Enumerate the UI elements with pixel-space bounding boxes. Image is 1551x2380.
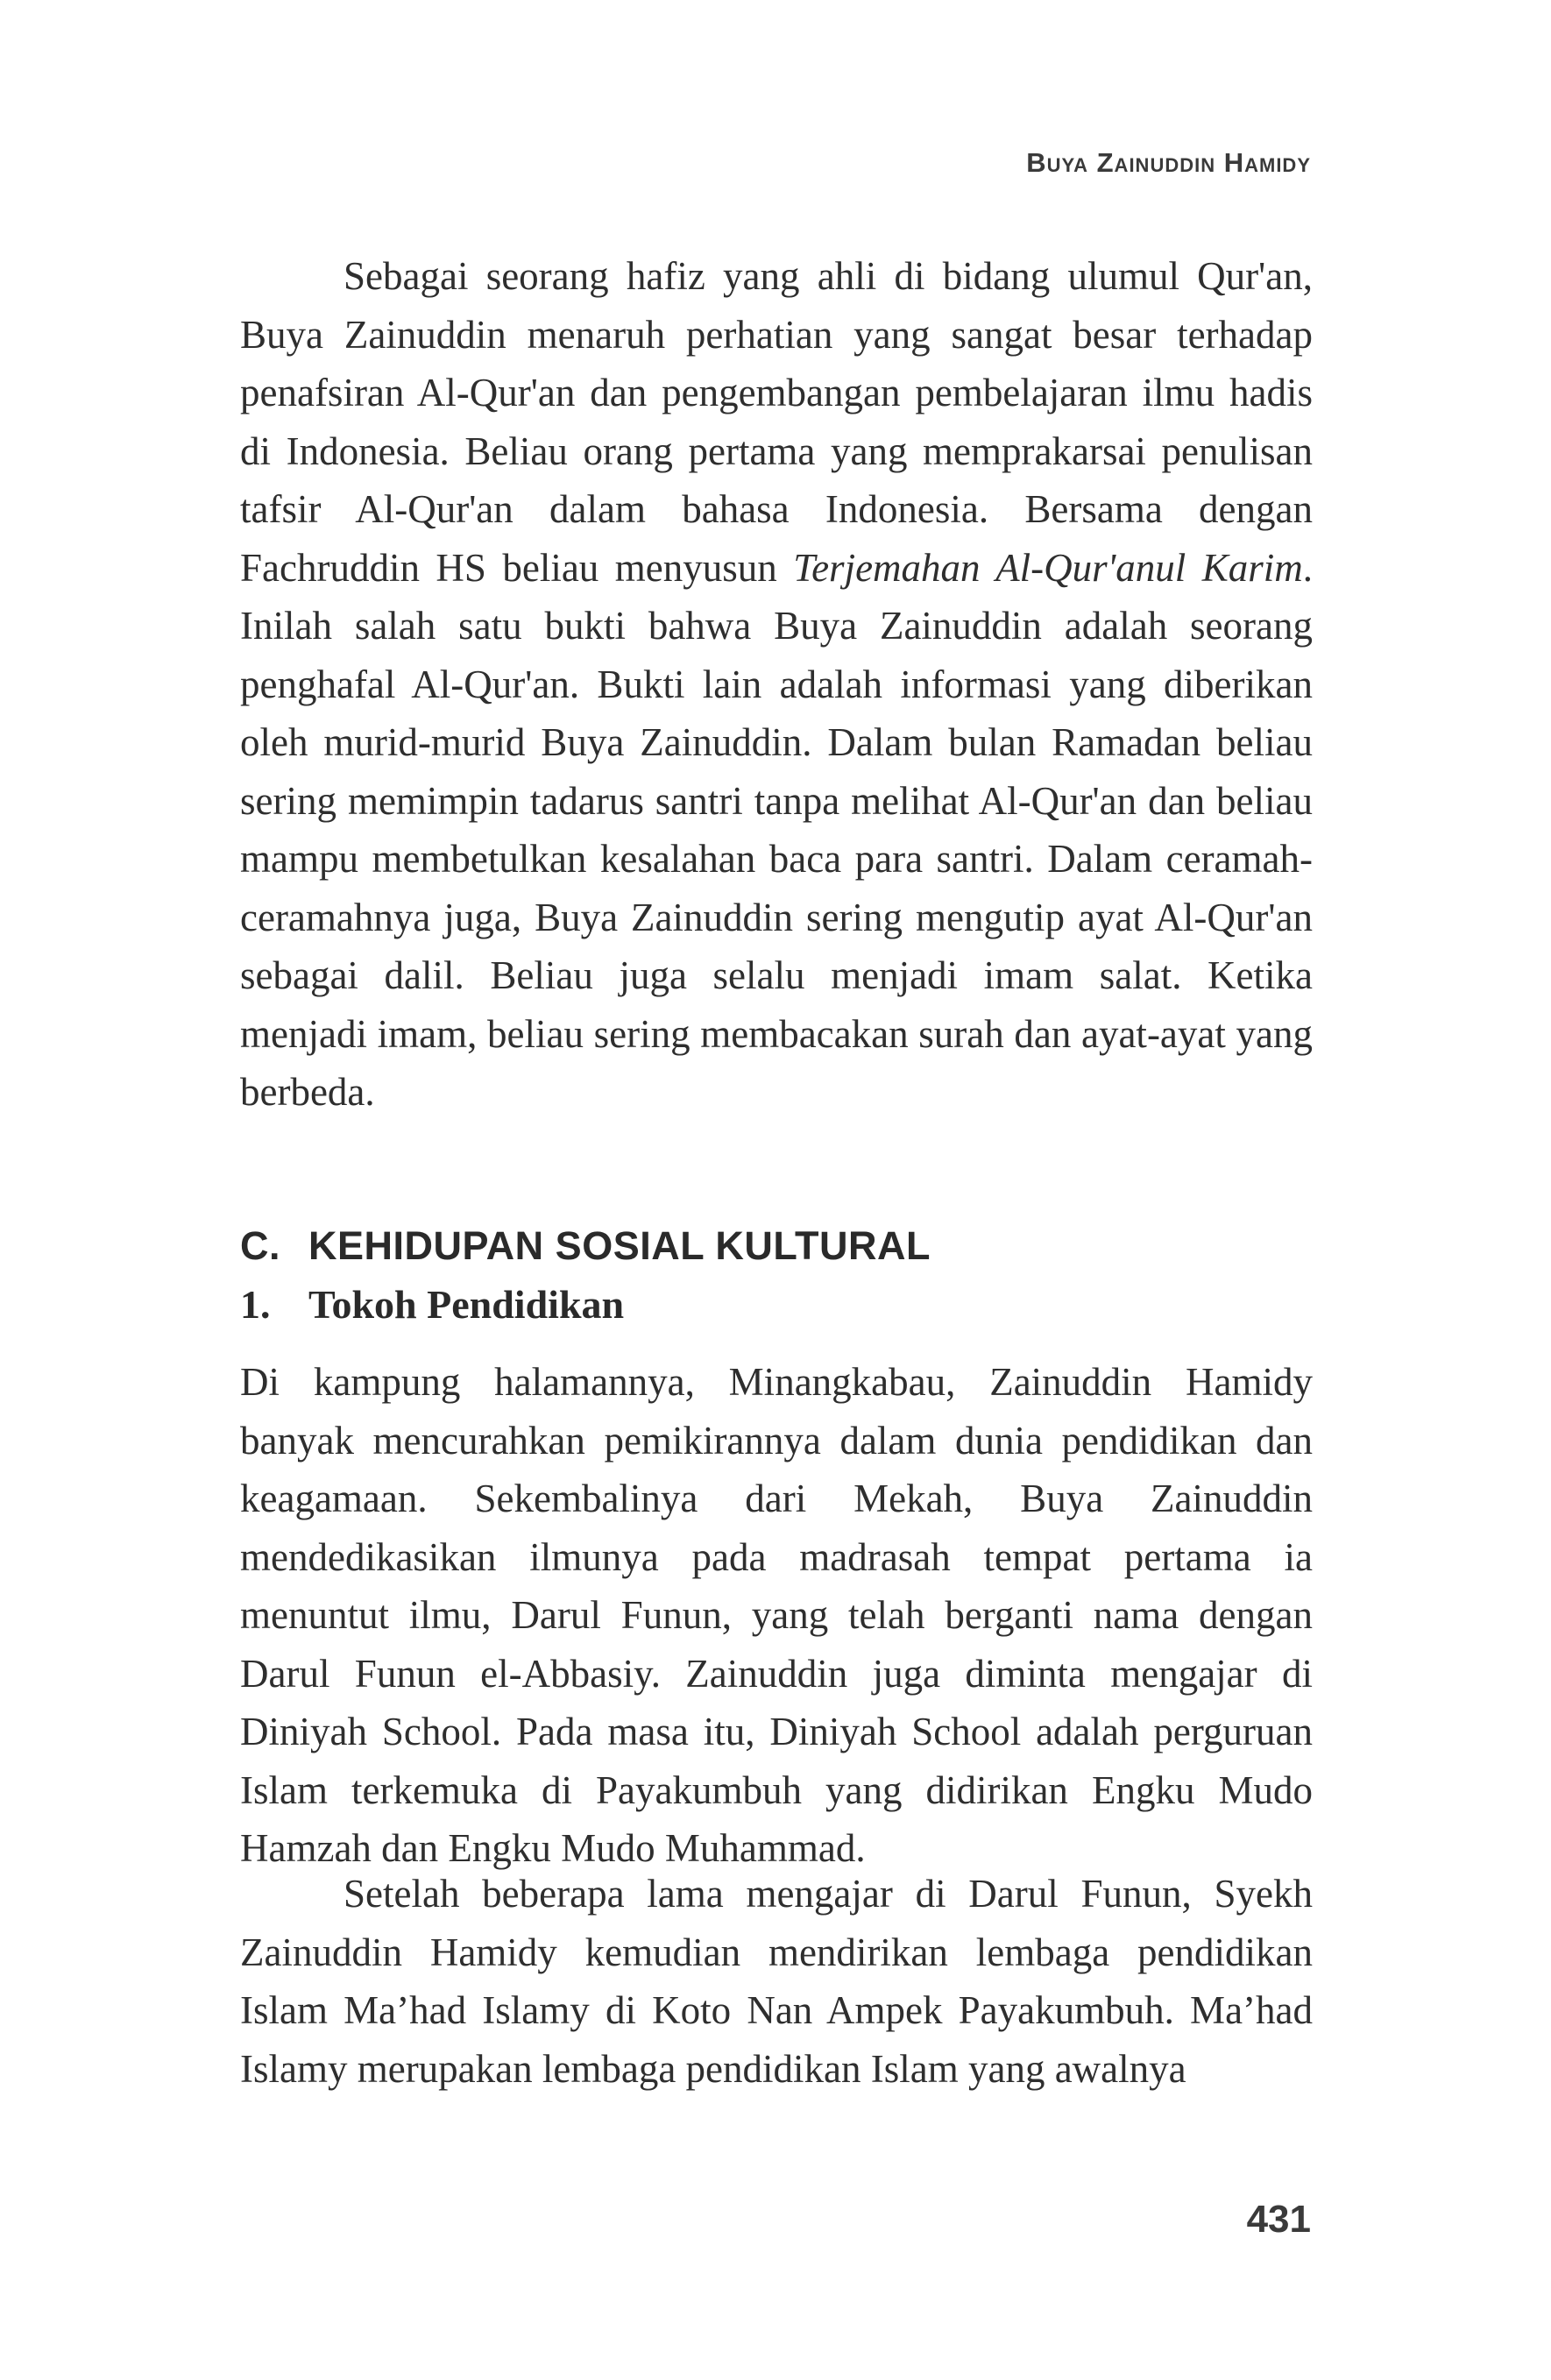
section-number: C. [240, 1223, 280, 1268]
paragraph: Setelah beberapa lama mengajar di Darul Funun, Syekh Zainuddin Hamidy kemudian mendirikan lembaga pendidikan Islam Ma’had Islamy di Koto Nan Ampek Payakumbuh. Ma’had Islamy merupakan lembaga pendidikan Islam yang awalnya [240, 1872, 1313, 2091]
book-title-italic: Terjemahan Al-Qur'anul Karim [793, 545, 1303, 590]
page-number: 431 [1246, 2198, 1311, 2241]
running-header: Buya Zainuddin Hamidy [1026, 147, 1311, 178]
paragraph [240, 247, 1313, 1122]
section-title: KEHIDUPAN SOSIAL KULTURAL [308, 1223, 931, 1268]
body-text-top [240, 247, 1313, 1122]
subsection-heading [240, 1281, 624, 1328]
paragraph-text: Sebagai seorang hafiz yang ahli di bidang ulumul Qur'an, Buya Zainuddin menaruh perhatian yang sangat besar terhadap penafsiran Al-Qur'an dan pengembangan pembelajaran ilmu hadis di Indonesia. Beliau orang pertama yang memprakarsai penulisan tafsir Al-Qur'an dalam bahasa Indonesia. Bersama dengan Fachruddin HS beliau menyusun [240, 254, 1313, 590]
body-text-section [240, 1353, 1313, 1878]
subsection-number: 1. [240, 1282, 271, 1327]
paragraph: Di kampung halamannya, Minangkabau, Zainuddin Hamidy banyak mencurahkan pemikirannya dalam dunia pendidikan dan keagamaan. Sekembalinya dari Mekah, Buya Zainuddin mendedikasikan ilmunya pada madrasah tempat pertama ia menuntut ilmu, Darul Funun, yang telah berganti nama dengan Darul Funun el-Abbasiy. Zainuddin juga diminta mengajar di Diniyah School. Pada masa itu, Diniyah School adalah perguruan Islam terkemuka di Payakumbuh yang didirikan Engku Mudo Hamzah dan Engku Mudo Muhammad. [240, 1360, 1313, 1870]
section-heading [240, 1223, 931, 1269]
body-text-section-continued [240, 1865, 1313, 2098]
paragraph-text: . Inilah salah satu bukti bahwa Buya Zainuddin adalah seorang penghafal Al-Qur'an. Bukti lain adalah informasi yang diberikan oleh murid-murid Buya Zainuddin. Dalam bulan Ramadan beliau sering memimpin tadarus santri tanpa melihat Al-Qur'an dan beliau mampu membetulkan kesalahan baca para santri. Dalam ceramah-ceramahnya juga, Buya Zainuddin sering mengutip ayat Al-Qur'an sebagai dalil. Beliau juga selalu menjadi imam salat. Ketika menjadi imam, beliau sering membacakan surah dan ayat-ayat yang berbeda. [240, 545, 1313, 1114]
subsection-title: Tokoh Pendidikan [308, 1282, 625, 1327]
